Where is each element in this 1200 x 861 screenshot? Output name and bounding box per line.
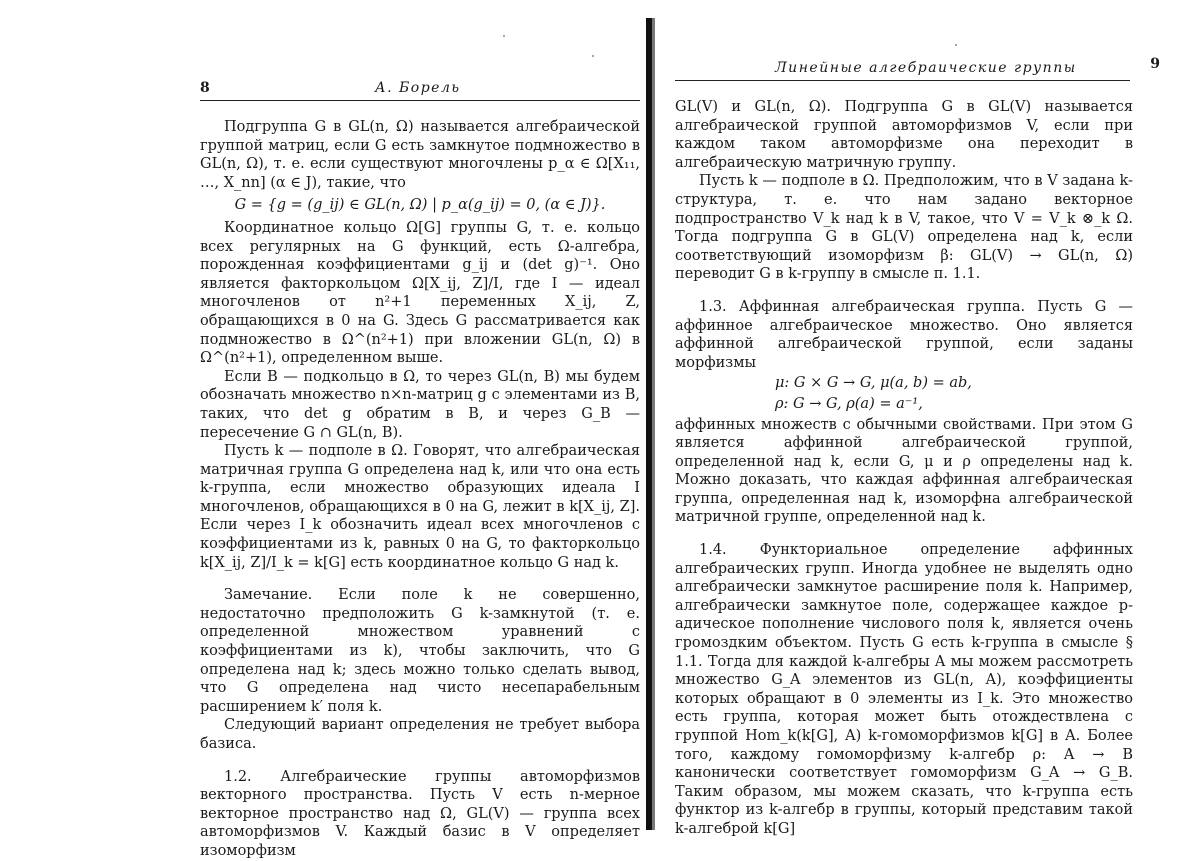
section-1-3-paragraph: 1.3. Аффинная алгебраическая группа. Пусть G — аффинное алгебраическое множество. Оно является аффинной алгебраической группой, если заданы морфизмы xyxy=(675,298,1133,371)
right-page xyxy=(655,0,1200,848)
paragraph: Пусть k — подполе в Ω. Предположим, что в V задана k-структура, т. е. что нам задано векторное подпространство V_k над k в V, такое, что V = V_k ⊗_k Ω. Тогда подгруппа G в GL(V) определена над k, если соответствующий изоморфизм β: GL(V) → GL(n, Ω) переводит G в k-группу в смысле п. 1.1. xyxy=(675,173,1133,283)
paragraph: Следующий вариант определения не требует выбора базиса. xyxy=(200,717,640,752)
section-1-4-paragraph: 1.4. Функториальное определение аффинных алгебраических групп. Иногда удобнее не выделять одно алгебраически замкнутое расширение поля k. Например, алгебраически замкнутое поле, содержащее каждое p-адическое пополнение числового поля k, является очень громоздким объектом. Пусть G есть k-группа в смысле § 1.1. Тогда для каждой k-алгебры A мы можем рассмотреть множество G_A элементов из GL(n, A), коэффициенты которых обращают в 0 элементы из I_k. Это множество есть группа, которая может быть отождествлена с группой Hom_k(k[G], A) k-гомоморфизмов k[G] в A. Более того, каждому гомоморфизму k-алгебр ρ: A → B канонически соответствует гомоморфизм G_A → G_B. Таким образом, мы можем сказать, что k-группа есть функтор из k-алгебр в группы, который представим такой k-алгеброй k[G] xyxy=(675,542,1133,837)
left-page-text xyxy=(200,118,640,861)
running-head-author: А. Борель xyxy=(375,80,461,96)
page-number: 9 xyxy=(1150,56,1160,72)
remark-paragraph: Замечание. Если поле k не совершенно, недостаточно предположить G k-замкнутой (т. е. определенной множеством уравнений с коэффициентами из k), чтобы заключить, что G определена над k; здесь можно только сделать вывод, что G определена над чисто несепарабельным расширением k′ поля k. xyxy=(200,587,640,715)
formula: ρ: G → G, ρ(a) = a⁻¹, xyxy=(775,395,923,412)
paragraph: Координатное кольцо Ω[G] группы G, т. е. кольцо всех регулярных на G функций, есть Ω-алгебра, порожденная коэффициентами g_ij и (det g)⁻¹. Оно является факторкольцом Ω[X_ij, Z]/I, где I — идеал многочленов от n²+1 переменных X_ij, Z, обращающихся в 0 на G. Здесь G рассматривается как подмножество в Ω^(n²+1) при вложении GL(n, Ω) в Ω^(n²+1), определенном выше. xyxy=(200,219,640,367)
section-1-2-paragraph: 1.2. Алгебраические группы автоморфизмов векторного пространства. Пусть V есть n-мерное векторное пространство над Ω, GL(V) — группа всех автоморфизмов V. Каждый базис в V определяет изоморфизм xyxy=(200,768,640,859)
page-number: 8 xyxy=(200,80,210,96)
paragraph: аффинных множеств с обычными свойствами. При этом G является аффинной алгебраической группой, определенной над k, если G, μ и ρ определены над k. Можно доказать, что каждая аффинная алгебраическая группа, определенная над k, изоморфна алгебраической матричной группе, определенной над k. xyxy=(675,416,1133,526)
paragraph: GL(V) и GL(n, Ω). Подгруппа G в GL(V) называется алгебраической группой автоморфизмов V, если при каждом таком автоморфизме она переходит в алгебраическую матричную группу. xyxy=(675,99,1133,171)
formula: μ: G × G → G, μ(a, b) = ab, xyxy=(775,375,972,392)
left-page-header xyxy=(200,80,640,101)
paragraph: Пусть k — подполе в Ω. Говорят, что алгебраическая матричная группа G определена над k, или что она есть k-группа, если множество образующих идеала I многочленов, обращающихся в 0 на G, лежит в k[X_ij, Z]. Если через I_k обозначить идеал всех многочленов с коэффициентами из k, равных 0 на G, то факторкольцо k[X_ij, Z]/I_k = k[G] есть координатное кольцо G над k. xyxy=(200,443,640,571)
paragraph: Подгруппа G в GL(n, Ω) называется алгебраической группой матриц, если G есть замкнутое подмножество в GL(n, Ω), т. е. если существуют многочлены p_α ∈ Ω[X₁₁, …, X_nn] (α ∈ J), такие, что xyxy=(200,119,640,191)
paragraph: Если B — подкольцо в Ω, то через GL(n, B) мы будем обозначать множество n×n-матриц g с элементами из B, таких, что det g обратим в B, и через G_B — пересечение G ∩ GL(n, B). xyxy=(200,368,640,441)
running-head-title: Линейные алгебраические группы xyxy=(775,60,1077,76)
formula: G = {g = (g_ij) ∈ GL(n, Ω) | p_α(g_ij) = 0, (α ∈ J)}. xyxy=(234,197,606,214)
right-page-header xyxy=(675,56,1160,81)
right-page-text xyxy=(675,98,1133,839)
